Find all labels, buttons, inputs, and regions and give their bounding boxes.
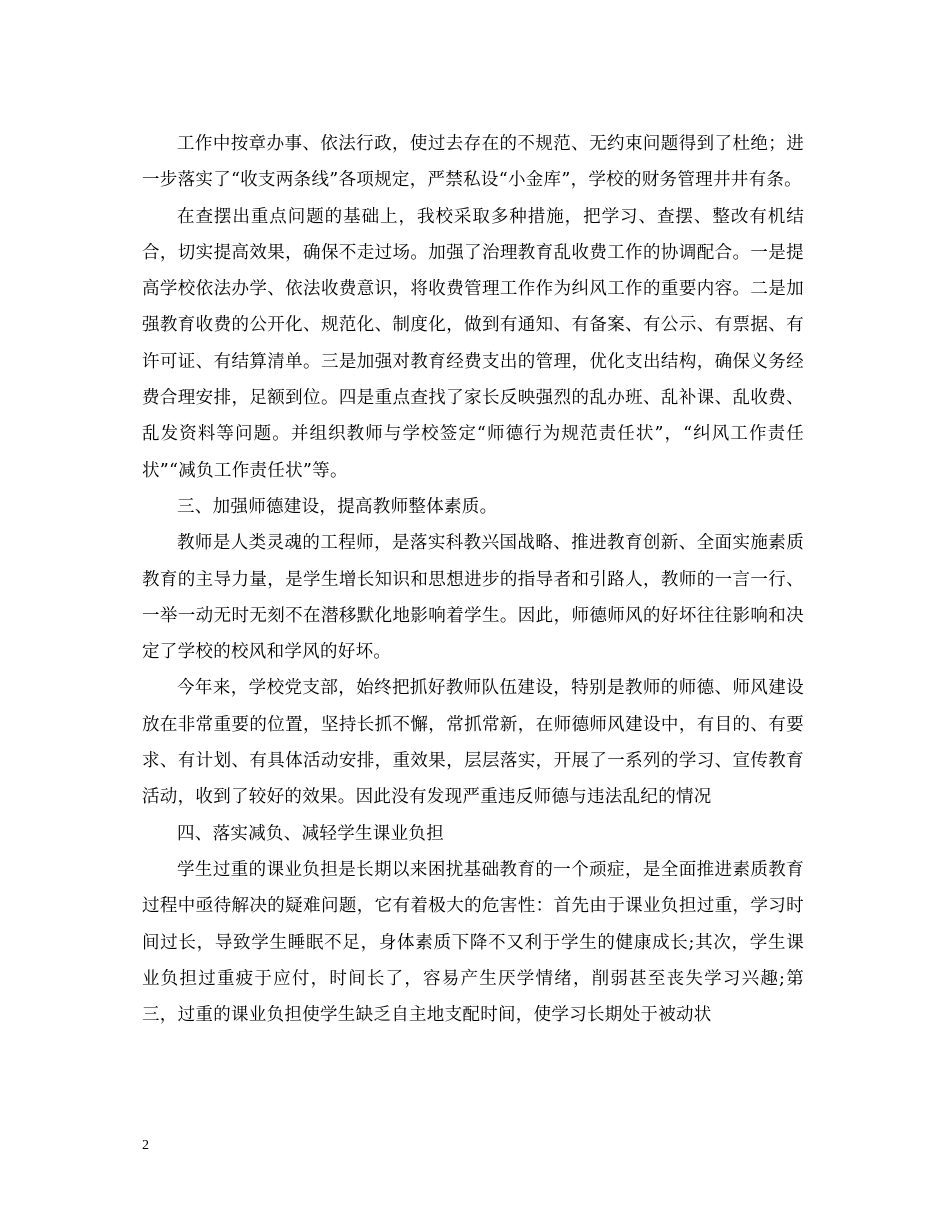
document-body (142, 126, 804, 1033)
heading-reduce-burden: 四、落实减负、减轻学生课业负担 (177, 823, 444, 844)
paragraph-fee-governance: 在查摆出重点问题的基础上，我校采取多种措施，把学习、查摆、整改有机结合，切实提高效果，确保不走过场。加强了治理教育乱收费工作的协调配合。一是提高学校依法办学、依法收费意识，将收费管理工作作为纠风工作的重要内容。二是加强教育收费的公开化、规范化、制度化，做到有通知、有备案、有公示、有票据、有许可证、有结算清单。三是加强对教育经费支出的管理，优化支出结构，确保义务经费合理安排，足额到位。四是重点查找了家长反映强烈的乱办班、乱补课、乱收费、乱发资料等问题。并组织教师与学校签定“师德行为规范责任状”，“纠风工作责任状”“减负工作责任状”等。 (142, 206, 804, 481)
paragraph-teacher-role: 教师是人类灵魂的工程师，是落实科教兴国战略、推进教育创新、全面实施素质教育的主导力量，是学生增长知识和思想进步的指导者和引路人，教师的一言一行、一举一动无时无刻不在潜移默化地影响着学生。因此，师德师风的好坏往往影响和决定了学校的校风和学风的好坏。 (142, 533, 804, 663)
paragraph-study-burden: 学生过重的课业负担是长期以来困扰基础教育的一个顽症，是全面推进素质教育过程中亟待解决的疑难问题，它有着极大的危害性：首先由于课业负担过重，学习时间过长，导致学生睡眠不足，身体素质下降不又利于学生的健康成长;其次，学生课业负担过重疲于应付，时间长了，容易产生厌学情绪，削弱甚至丧失学习兴趣;第三，过重的课业负担使学生缺乏自主地支配时间，使学习长期处于被动状 (142, 859, 804, 1026)
paragraph-party-branch: 今年来，学校党支部，始终把抓好教师队伍建设，特别是教师的师德、师风建设放在非常重要的位置，坚持长抓不懈，常抓常新，在师德师风建设中，有目的、有要求、有计划、有具体活动安排，重效果，层层落实，开展了一系列的学习、宣传教育活动，收到了较好的效果。因此没有发现严重违反师德与违法乱纪的情况 (142, 678, 804, 808)
paragraph-finance-management: 工作中按章办事、依法行政，使过去存在的不规范、无约束问题得到了杜绝；进一步落实了“收支两条线”各项规定，严禁私设“小金库”，学校的财务管理井井有条。 (142, 134, 804, 191)
page-number: 2 (142, 1138, 149, 1153)
heading-teacher-ethics: 三、加强师德建设，提高教师整体素质。 (177, 496, 498, 517)
